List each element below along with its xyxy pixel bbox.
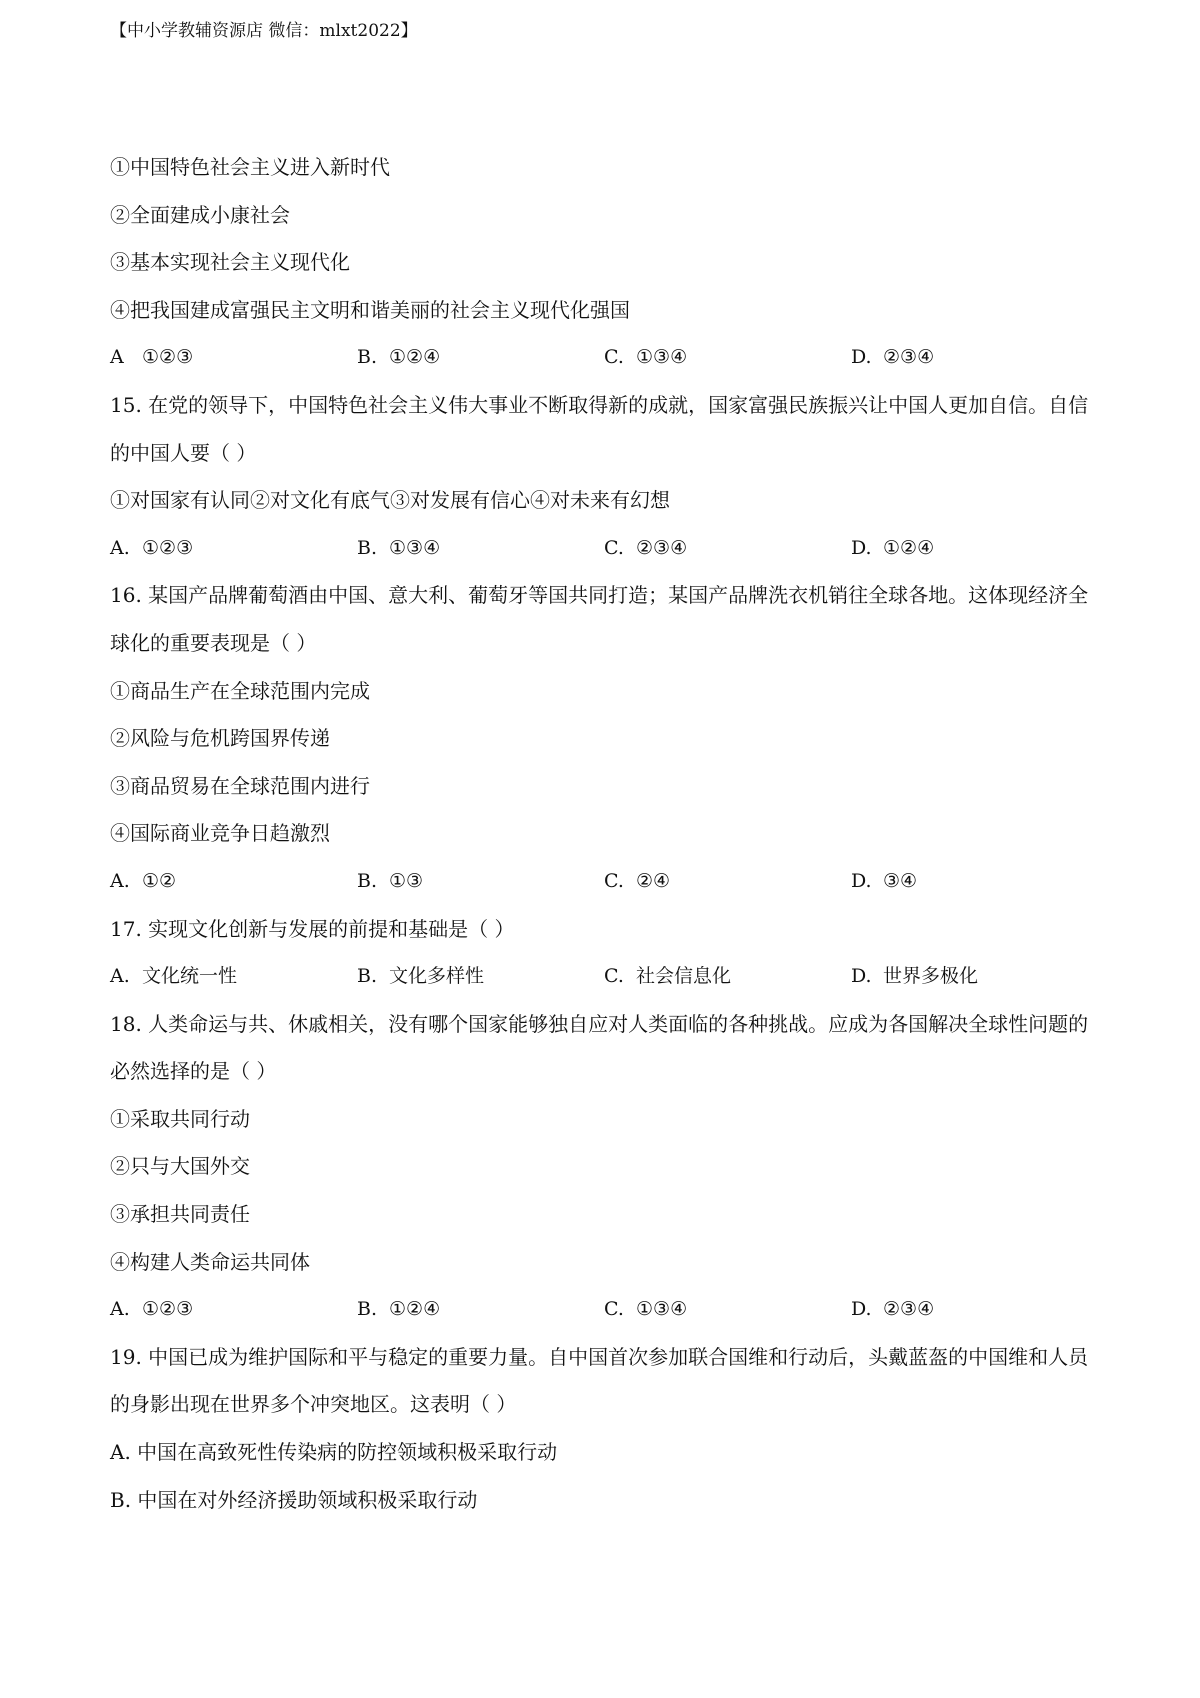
option-label: C.: [604, 536, 624, 559]
option-label: D.: [851, 346, 872, 369]
answer-option: [357, 525, 604, 573]
answer-option: [604, 953, 851, 1001]
text-line: ②只与大国外交: [110, 1154, 250, 1179]
option-text: ①②③: [142, 536, 194, 559]
page-header: 【中小学教辅资源店 微信：mlxt2022】: [110, 21, 418, 41]
option-text: ①②: [142, 869, 177, 892]
option-text: ①②④: [883, 536, 935, 559]
option-text: ③④: [883, 869, 918, 892]
answer-option: [357, 858, 604, 906]
answer-option: [604, 334, 851, 382]
question-stem: 15. 在党的领导下，中国特色社会主义伟大事业不断取得新的成就，国家富强民族振兴让中国人更加自信。自信的中国人要（ ）: [110, 392, 1089, 465]
option-text: ①③④: [636, 346, 688, 369]
text-line: ③商品贸易在全球范围内进行: [110, 773, 370, 798]
option-text: ①②③: [142, 1298, 194, 1321]
answer-option: [110, 334, 357, 382]
option-label: C.: [604, 346, 624, 369]
answer-option: [604, 858, 851, 906]
text-line: B. 中国在对外经济援助领域积极采取行动: [110, 1487, 478, 1512]
option-label: C.: [604, 869, 624, 892]
option-text: ①②④: [389, 346, 441, 369]
option-text: 文化统一性: [142, 965, 238, 988]
text-line: ①对国家有认同②对文化有底气③对发展有信心④对未来有幻想: [110, 488, 670, 513]
option-text: ①③④: [389, 536, 441, 559]
option-label: B.: [357, 1298, 378, 1321]
answer-option: [851, 525, 1098, 573]
option-text: 文化多样性: [389, 965, 485, 988]
answer-options-row: [110, 953, 1100, 1001]
question-stem: 17. 实现文化创新与发展的前提和基础是（ ）: [110, 916, 515, 941]
option-text: 世界多极化: [883, 965, 979, 988]
option-label: C.: [604, 1298, 624, 1321]
answer-option: [357, 1286, 604, 1334]
answer-options-row: [110, 858, 1100, 906]
answer-options-row: [110, 1286, 1100, 1334]
option-label: A.: [110, 536, 130, 559]
option-text: ②④: [636, 869, 671, 892]
option-label: D.: [851, 536, 872, 559]
option-label: C.: [604, 965, 624, 988]
answer-option: [604, 1286, 851, 1334]
option-label: B.: [357, 869, 378, 892]
option-label: D.: [851, 1298, 872, 1321]
text-line: ①商品生产在全球范围内完成: [110, 678, 370, 703]
text-line: ③承担共同责任: [110, 1202, 250, 1227]
option-text: ②③④: [883, 346, 935, 369]
answer-option: [110, 1286, 357, 1334]
option-text: ①③④: [636, 1298, 688, 1321]
answer-option: [357, 953, 604, 1001]
text-line: ①采取共同行动: [110, 1106, 250, 1131]
text-line: A. 中国在高致死性传染病的防控领域积极采取行动: [110, 1440, 558, 1465]
answer-option: [357, 334, 604, 382]
option-label: D.: [851, 965, 872, 988]
option-text: ①②③: [142, 346, 194, 369]
answer-option: [851, 1286, 1098, 1334]
option-text: ②③④: [636, 536, 688, 559]
answer-option: [604, 525, 851, 573]
option-label: B.: [357, 536, 378, 559]
answer-option: [851, 953, 1098, 1001]
option-text: ①②④: [389, 1298, 441, 1321]
answer-options-row: [110, 525, 1100, 573]
option-label: D.: [851, 869, 872, 892]
document-body: [110, 144, 1100, 1524]
option-label: B.: [357, 346, 378, 369]
answer-option: [851, 858, 1098, 906]
text-line: ②全面建成小康社会: [110, 202, 290, 227]
option-label: A.: [110, 1298, 130, 1321]
answer-option: [851, 334, 1098, 382]
text-line: ④国际商业竞争日趋激烈: [110, 821, 330, 846]
question-stem: 16. 某国产品牌葡萄酒由中国、意大利、葡萄牙等国共同打造；某国产品牌洗衣机销往全球各地。这体现经济全球化的重要表现是（ ）: [110, 583, 1089, 655]
option-label: A: [110, 346, 124, 369]
question-stem: 18. 人类命运与共、休戚相关，没有哪个国家能够独自应对人类面临的各种挑战。应成为各国解决全球性问题的必然选择的是（ ）: [110, 1011, 1089, 1084]
answer-options-row: [110, 334, 1100, 382]
option-text: ②③④: [883, 1298, 935, 1321]
text-line: ②风险与危机跨国界传递: [110, 726, 330, 751]
text-line: ③基本实现社会主义现代化: [110, 250, 350, 275]
question-stem: 19. 中国已成为维护国际和平与稳定的重要力量。自中国首次参加联合国维和行动后，头戴蓝盔的中国维和人员的身影出现在世界多个冲突地区。这表明（ ）: [110, 1344, 1089, 1417]
option-text: 社会信息化: [636, 965, 732, 988]
text-line: ①中国特色社会主义进入新时代: [110, 155, 390, 179]
option-text: ①③: [389, 869, 424, 892]
option-label: A.: [110, 869, 130, 892]
answer-option: [110, 858, 357, 906]
text-line: ④构建人类命运共同体: [110, 1249, 310, 1274]
text-line: ④把我国建成富强民主文明和谐美丽的社会主义现代化强国: [110, 297, 630, 322]
answer-option: [110, 525, 357, 573]
option-label: A.: [110, 965, 130, 988]
option-label: B.: [357, 965, 378, 988]
answer-option: [110, 953, 357, 1001]
